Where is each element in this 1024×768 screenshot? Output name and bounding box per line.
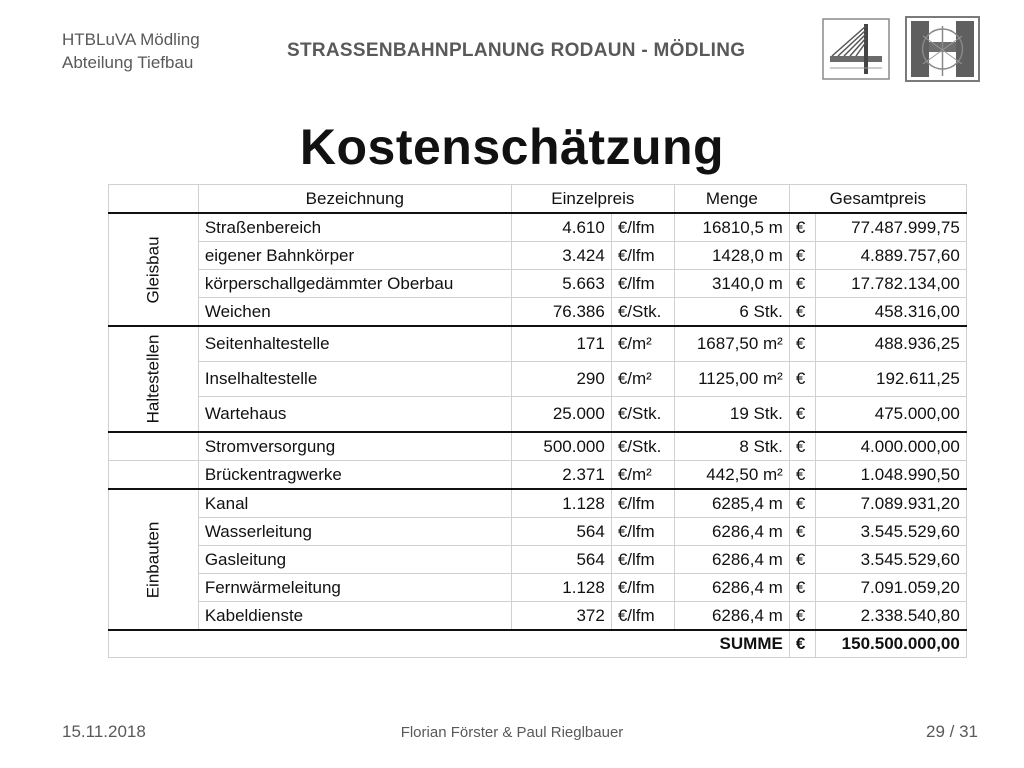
row-name: Seitenhaltestelle	[198, 326, 511, 362]
footer-authors: Florian Förster & Paul Rieglbauer	[400, 724, 624, 741]
row-price-unit: €/lfm	[611, 270, 674, 298]
group-cell-empty	[109, 432, 199, 461]
row-quantity: 8 Stk.	[674, 432, 789, 461]
row-price-unit: €/Stk.	[611, 397, 674, 433]
row-currency: €	[789, 461, 815, 490]
sum-label: SUMME	[109, 630, 790, 658]
table-row	[109, 326, 967, 362]
row-name: körperschallgedämmter Oberbau	[198, 270, 511, 298]
row-currency: €	[789, 397, 815, 433]
column-header-bezeichnung: Bezeichnung	[198, 185, 511, 214]
table-row	[109, 397, 967, 433]
bridge-logo-icon	[822, 18, 890, 80]
row-unit-price: 171	[511, 326, 611, 362]
row-quantity: 6286,4 m	[674, 602, 789, 631]
table-row	[109, 213, 967, 242]
row-quantity: 6285,4 m	[674, 489, 789, 518]
row-quantity: 19 Stk.	[674, 397, 789, 433]
project-title: STRASSENBAHNPLANUNG RODAUN - MÖDLING	[287, 40, 746, 61]
row-name: eigener Bahnkörper	[198, 242, 511, 270]
row-name: Gasleitung	[198, 546, 511, 574]
group-cell-empty	[109, 461, 199, 490]
row-price-unit: €/lfm	[611, 602, 674, 631]
row-quantity: 1428,0 m	[674, 242, 789, 270]
row-name: Kabeldienste	[198, 602, 511, 631]
row-total: 192.611,25	[815, 362, 966, 397]
row-name: Wartehaus	[198, 397, 511, 433]
row-currency: €	[789, 213, 815, 242]
row-price-unit: €/lfm	[611, 518, 674, 546]
row-unit-price: 25.000	[511, 397, 611, 433]
table-row	[109, 362, 967, 397]
header-group-cell	[109, 185, 199, 214]
row-unit-price: 564	[511, 518, 611, 546]
table-header-row	[109, 185, 967, 214]
row-name: Brückentragwerke	[198, 461, 511, 490]
row-unit-price: 290	[511, 362, 611, 397]
row-total: 7.091.059,20	[815, 574, 966, 602]
row-price-unit: €/lfm	[611, 546, 674, 574]
row-total: 7.089.931,20	[815, 489, 966, 518]
row-currency: €	[789, 326, 815, 362]
footer-page-number: 29 / 31	[926, 722, 978, 741]
group-label-einbauten: Einbauten	[109, 489, 199, 630]
row-quantity: 6286,4 m	[674, 518, 789, 546]
row-quantity: 16810,5 m	[674, 213, 789, 242]
row-total: 77.487.999,75	[815, 213, 966, 242]
row-price-unit: €/lfm	[611, 489, 674, 518]
row-currency: €	[789, 362, 815, 397]
sum-row	[109, 630, 967, 658]
row-name: Stromversorgung	[198, 432, 511, 461]
page-title: Kostenschätzung	[299, 119, 725, 175]
row-quantity: 1687,50 m²	[674, 326, 789, 362]
row-unit-price: 2.371	[511, 461, 611, 490]
row-quantity: 6286,4 m	[674, 546, 789, 574]
sum-currency: €	[789, 630, 815, 658]
row-name: Kanal	[198, 489, 511, 518]
row-currency: €	[789, 518, 815, 546]
row-quantity: 3140,0 m	[674, 270, 789, 298]
row-currency: €	[789, 602, 815, 631]
row-price-unit: €/lfm	[611, 574, 674, 602]
row-name: Fernwärmeleitung	[198, 574, 511, 602]
row-price-unit: €/lfm	[611, 213, 674, 242]
row-total: 3.545.529,60	[815, 546, 966, 574]
table-row	[109, 298, 967, 327]
row-currency: €	[789, 298, 815, 327]
column-header-gesamtpreis: Gesamtpreis	[789, 185, 966, 214]
row-price-unit: €/m²	[611, 461, 674, 490]
row-currency: €	[789, 242, 815, 270]
row-price-unit: €/Stk.	[611, 298, 674, 327]
row-currency: €	[789, 489, 815, 518]
footer-date: 15.11.2018	[62, 722, 146, 741]
row-unit-price: 1.128	[511, 489, 611, 518]
row-unit-price: 500.000	[511, 432, 611, 461]
row-unit-price: 1.128	[511, 574, 611, 602]
row-price-unit: €/Stk.	[611, 432, 674, 461]
row-name: Inselhaltestelle	[198, 362, 511, 397]
row-quantity: 442,50 m²	[674, 461, 789, 490]
row-currency: €	[789, 546, 815, 574]
sum-total: 150.500.000,00	[815, 630, 966, 658]
column-header-einzelpreis: Einzelpreis	[511, 185, 674, 214]
row-total: 17.782.134,00	[815, 270, 966, 298]
row-price-unit: €/m²	[611, 362, 674, 397]
header-institution	[62, 28, 200, 74]
row-currency: €	[789, 574, 815, 602]
row-currency: €	[789, 432, 815, 461]
table-row	[109, 461, 967, 490]
table-row	[109, 242, 967, 270]
row-unit-price: 76.386	[511, 298, 611, 327]
row-total: 458.316,00	[815, 298, 966, 327]
row-unit-price: 372	[511, 602, 611, 631]
row-total: 1.048.990,50	[815, 461, 966, 490]
row-name: Weichen	[198, 298, 511, 327]
row-quantity: 6286,4 m	[674, 574, 789, 602]
cost-table	[108, 184, 967, 658]
row-total: 2.338.540,80	[815, 602, 966, 631]
row-total: 3.545.529,60	[815, 518, 966, 546]
row-currency: €	[789, 270, 815, 298]
column-header-menge: Menge	[674, 185, 789, 214]
row-total: 4.000.000,00	[815, 432, 966, 461]
group-label-gleisbau: Gleisbau	[109, 213, 199, 326]
school-name: HTBLuVA Mödling	[62, 30, 200, 49]
group-label-haltestellen: Haltestellen	[109, 326, 199, 432]
table-row	[109, 432, 967, 461]
table-row	[109, 546, 967, 574]
row-total: 475.000,00	[815, 397, 966, 433]
table-row	[109, 270, 967, 298]
table-row	[109, 489, 967, 518]
department-name: Abteilung Tiefbau	[62, 53, 194, 72]
row-total: 4.889.757,60	[815, 242, 966, 270]
row-price-unit: €/lfm	[611, 242, 674, 270]
row-name: Wasserleitung	[198, 518, 511, 546]
row-unit-price: 5.663	[511, 270, 611, 298]
row-total: 488.936,25	[815, 326, 966, 362]
table-row	[109, 518, 967, 546]
school-logo-icon	[905, 16, 980, 82]
row-unit-price: 564	[511, 546, 611, 574]
table-row	[109, 602, 967, 631]
row-unit-price: 3.424	[511, 242, 611, 270]
row-quantity: 1125,00 m²	[674, 362, 789, 397]
row-name: Straßenbereich	[198, 213, 511, 242]
table-row	[109, 574, 967, 602]
row-unit-price: 4.610	[511, 213, 611, 242]
row-price-unit: €/m²	[611, 326, 674, 362]
row-quantity: 6 Stk.	[674, 298, 789, 327]
